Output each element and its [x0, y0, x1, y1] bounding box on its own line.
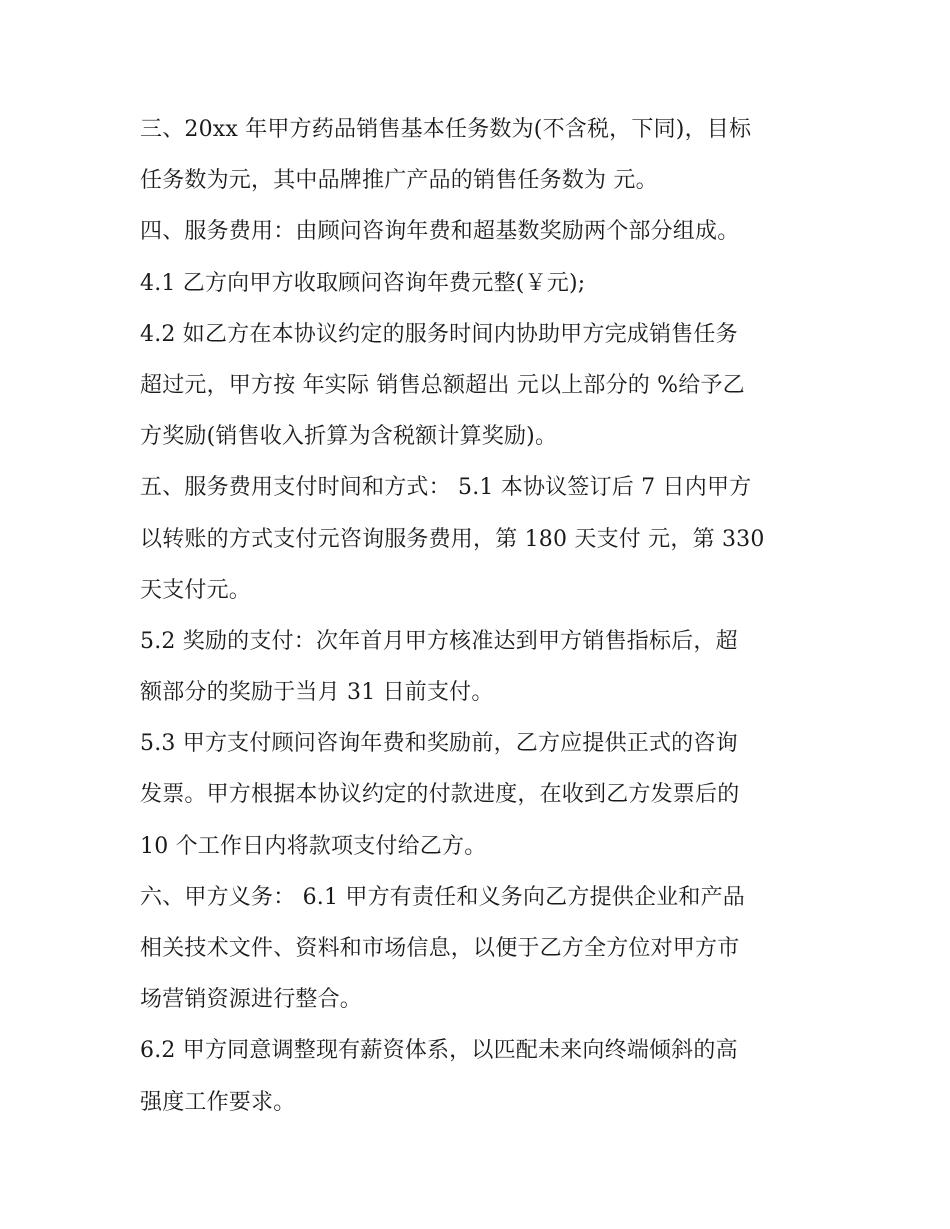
text-line: 以转账的方式支付元咨询服务费用，第 180 天支付 元，第 330: [140, 526, 765, 552]
text-line: 5.3 甲方支付顾问咨询年费和奖励前，乙方应提供正式的咨询: [140, 731, 738, 757]
contract-body: [140, 104, 830, 1128]
text-line: 10 个工作日内将款项支付给乙方。: [140, 833, 487, 859]
text-line: 天支付元。: [140, 577, 252, 603]
text-line: 相关技术文件、资料和市场信息，以便于乙方全方位对甲方市: [140, 936, 740, 961]
text-line: 超过元，甲方按 年实际 销售总额超出 元以上部分的 %给予乙: [140, 372, 745, 398]
text-line: 任务数为元，其中品牌推广产品的销售任务数为 元。: [140, 168, 658, 194]
text-line: 发票。甲方根据本协议约定的付款进度，在收到乙方发票后的: [140, 782, 740, 808]
text-line: 四、服务费用：由顾问咨询年费和超基数奖励两个部分组成。: [140, 219, 740, 245]
text-line: 三、20xx 年甲方药品销售基本任务数为(不含税，下同)，目标: [140, 117, 752, 142]
text-line: 六、甲方义务： 6.1 甲方有责任和义务向乙方提供企业和产品: [140, 884, 745, 910]
text-line: 场营销资源进行整合。: [140, 987, 363, 1013]
text-line: 4.1 乙方向甲方收取顾问咨询年费元整(￥元);: [140, 270, 586, 296]
text-line: 五、服务费用支付时间和方式： 5.1 本协议签订后 7 日内甲方: [140, 475, 752, 501]
text-line: 方奖励(销售收入折算为含税额计算奖励)。: [140, 424, 558, 450]
text-line: 5.2 奖励的支付：次年首月甲方核准达到甲方销售指标后，超: [140, 628, 738, 654]
text-line: 强度工作要求。: [140, 1089, 296, 1115]
text-line: 6.2 甲方同意调整现有薪资体系，以匹配未来向终端倾斜的高: [140, 1038, 738, 1064]
text-line: 额部分的奖励于当月 31 日前支付。: [140, 680, 494, 706]
text-line: 4.2 如乙方在本协议约定的服务时间内协助甲方完成销售任务: [140, 321, 738, 347]
